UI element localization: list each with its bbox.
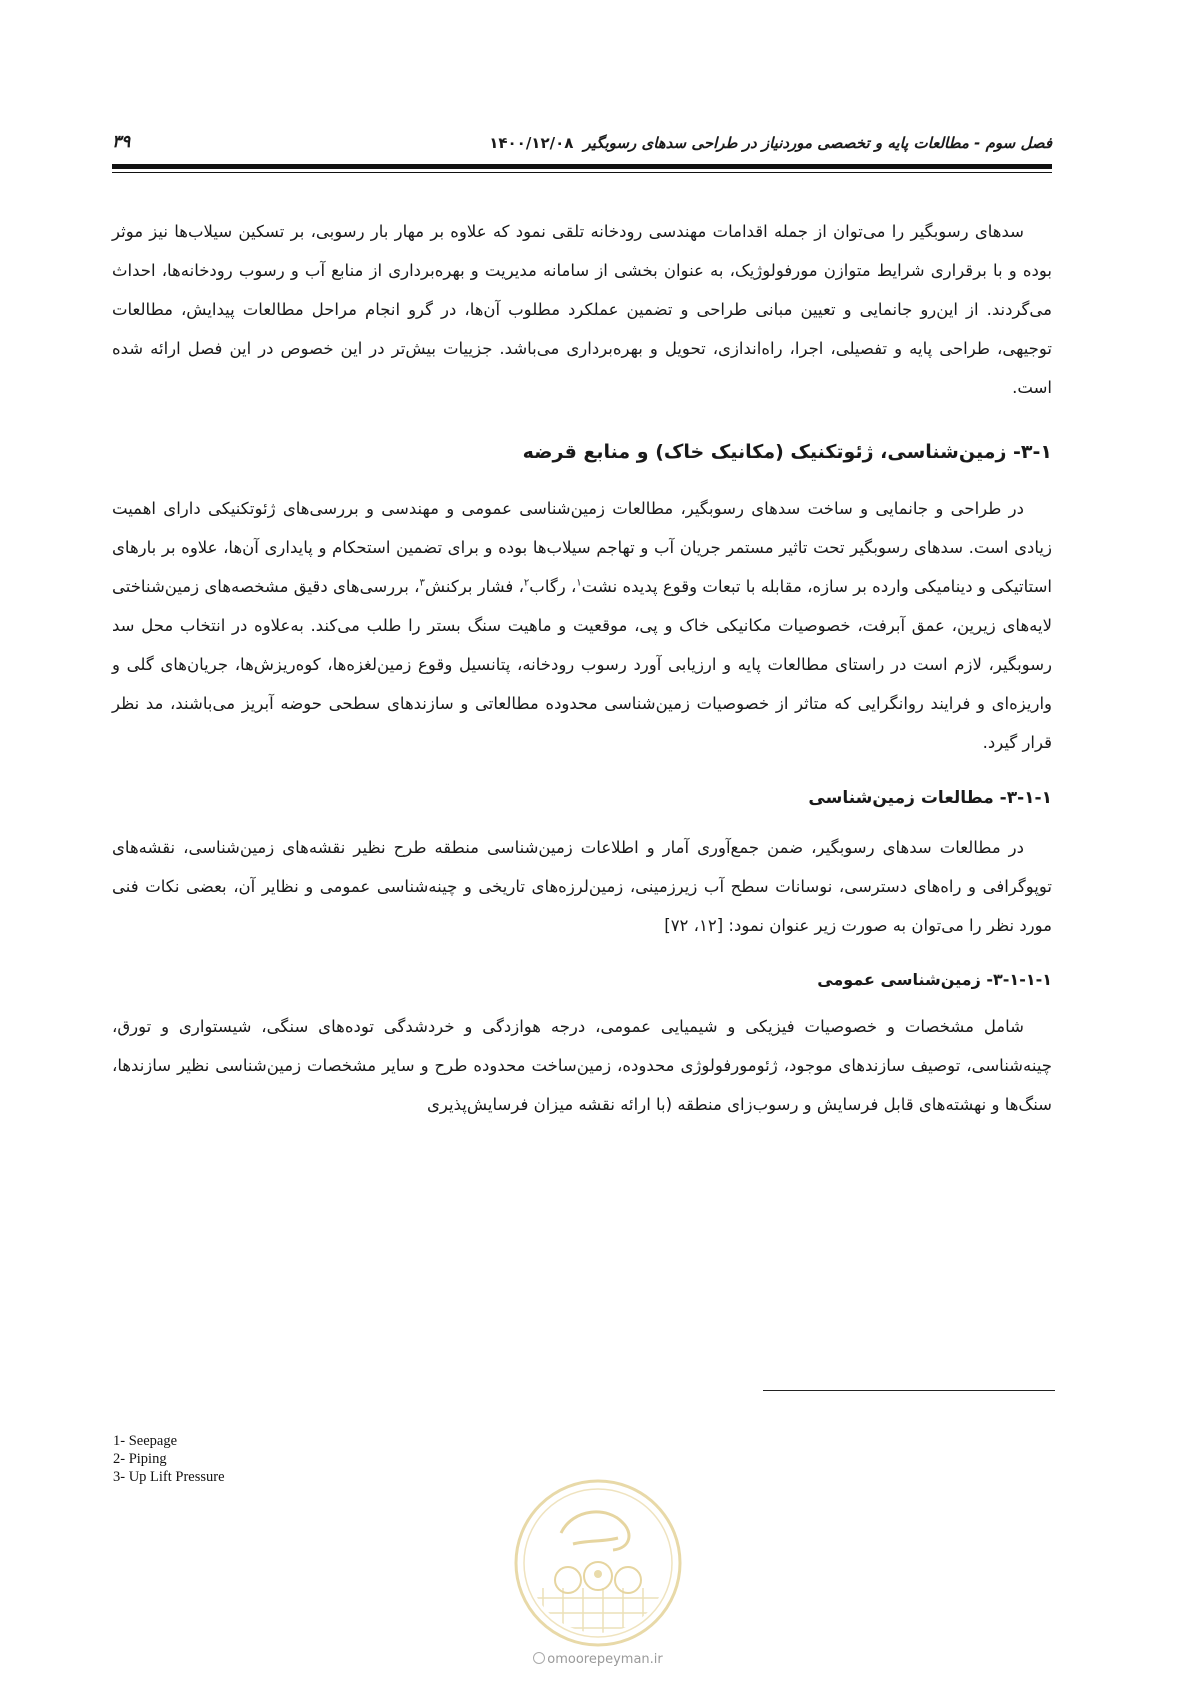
section-paragraph: در طراحی و جانمایی و ساخت سدهای رسوبگیر، مطالعات زمین‌شناسی عمومی و مهندسی و بررسی‌های ژئوتکنیکی دارای اهمیت زیادی است. سدهای رسوبگیر تحت تاثیر مستمر جریان آب و تهاجم سیلاب‌ها بوده و برای تضمین استحکام و پایداری آن‌ها، علاوه بر بارهای استاتیکی و دینامیکی وارده بر سازه، مقابله با تبعات وقوع پدیده نشت$^۱$، رگاب$^۲$، فشار برکنش$^۳$، بررسی‌های دقیق مشخصه‌های زمین‌شناختی لایه‌های زیرین، عمق آبرفت، خصوصیات مکانیکی خاک و پی، موقعیت و ماهیت سنگ بستر را طلب می‌کند. به‌علاوه در انتخاب محل سد رسوبگیر، لازم است در راستای مطالعات پایه و ارزیابی آورد رسوب رودخانه، پتانسیل وقوع زمین‌لغزه‌ها، کوه‌ریزش‌ها، جریان‌های گلی و واریزه‌ای و فرایند روانگرایی که متاثر از خصوصیات زمین‌شناسی محدوده مطالعاتی و سازندهای سطحی حوضه آبریز می‌باشند، مد نظر قرار گیرد. [112,499,1053,752]
page-number: ۳۹ [112,132,131,152]
header-rule-thin [112,172,1052,173]
subsubsection-paragraph: شامل مشخصات و خصوصیات فیزیکی و شیمیایی عمومی، درجه هوازدگی و خردشدگی توده‌های سنگی، شیستواری و تورق، چینه‌شناسی، توصیف سازندهای موجود، ژئومورفولوژی محدوده، زمین‌ساخت محدوده طرح و سایر مشخصات زمین‌شناسی نظیر سازندها، سنگ‌ها و نهشته‌های قابل فرسایش و رسوب‌زای منطقه (با ارائه نقشه میزان فرسایش‌پذیری [112,1017,1052,1114]
footnotes [113,1432,225,1486]
page-body [112,212,1052,1124]
footnote-ref-3[interactable]: ۳ [419,577,425,589]
page-header [112,128,1052,162]
chapter-title: فصل سوم - مطالعات پایه و تخصصی موردنیاز در طراحی سدهای رسوبگیر [583,134,1052,152]
footnote-2: 2- Piping [113,1451,167,1467]
footnote-ref-1[interactable]: ۱ [576,577,582,589]
section-heading: ۳-۱- زمین‌شناسی، ژئوتکنیک (مکانیک خاک) و منابع قرضه [522,441,1052,463]
subsection-heading: ۳-۱-۱- مطالعات زمین‌شناسی [808,788,1052,808]
watermark: omoorepeyman.ir [498,1652,698,1667]
footnote-3: 3- Up Lift Pressure [113,1469,225,1485]
footnote-ref-2[interactable]: ۲ [523,577,530,589]
intro-paragraph: سدهای رسوبگیر را می‌توان از جمله اقدامات مهندسی رودخانه تلقی نمود که علاوه بر مهار بار رسوبی، بر تسکین سیلاب‌ها نیز موثر بوده و با برقراری شرایط متوازن مورفولوژیک، به عنوان بخشی از سامانه مدیریت و بهره‌برداری از منابع آب و رسوب رودخانه‌ها، احداث می‌گردند. از این‌رو جانمایی و تعیین مبانی طراحی و تضمین عملکرد مطلوب آن‌ها، در گرو انجام مراحل مطالعات پیدایش، مطالعات توجیهی، طراحی پایه و تفصیلی، اجرا، راه‌اندازی، تحویل و بهره‌برداری می‌باشد. جزییات بیش‌تر در این خصوص در این فصل ارائه شده است. [112,222,1052,397]
footnote-1: 1- Seepage [113,1433,178,1449]
header-date: ۱۴۰۰/۱۲/۰۸ [489,134,574,152]
running-title [489,134,1052,152]
seal-logo-icon [513,1478,683,1648]
subsection-paragraph: در مطالعات سدهای رسوبگیر، ضمن جمع‌آوری آمار و اطلاعات زمین‌شناسی منطقه طرح نظیر نقشه‌های زمین‌شناسی، نقشه‌های توپوگرافی و راه‌های دسترسی، نوسانات سطح آب زیرزمینی، زمین‌لرزه‌های تاریخی و چینه‌شناسی عمومی و نظایر آن، بعضی نکات فنی مورد نظر را می‌توان به صورت زیر عنوان نمود: [۱۲، ۷۲] [112,838,1052,935]
header-rule-thick [112,164,1052,169]
subsubsection-heading: ۳-۱-۱-۱- زمین‌شناسی عمومی [817,970,1052,989]
footnote-divider [763,1390,1055,1391]
at-icon [533,1652,545,1664]
